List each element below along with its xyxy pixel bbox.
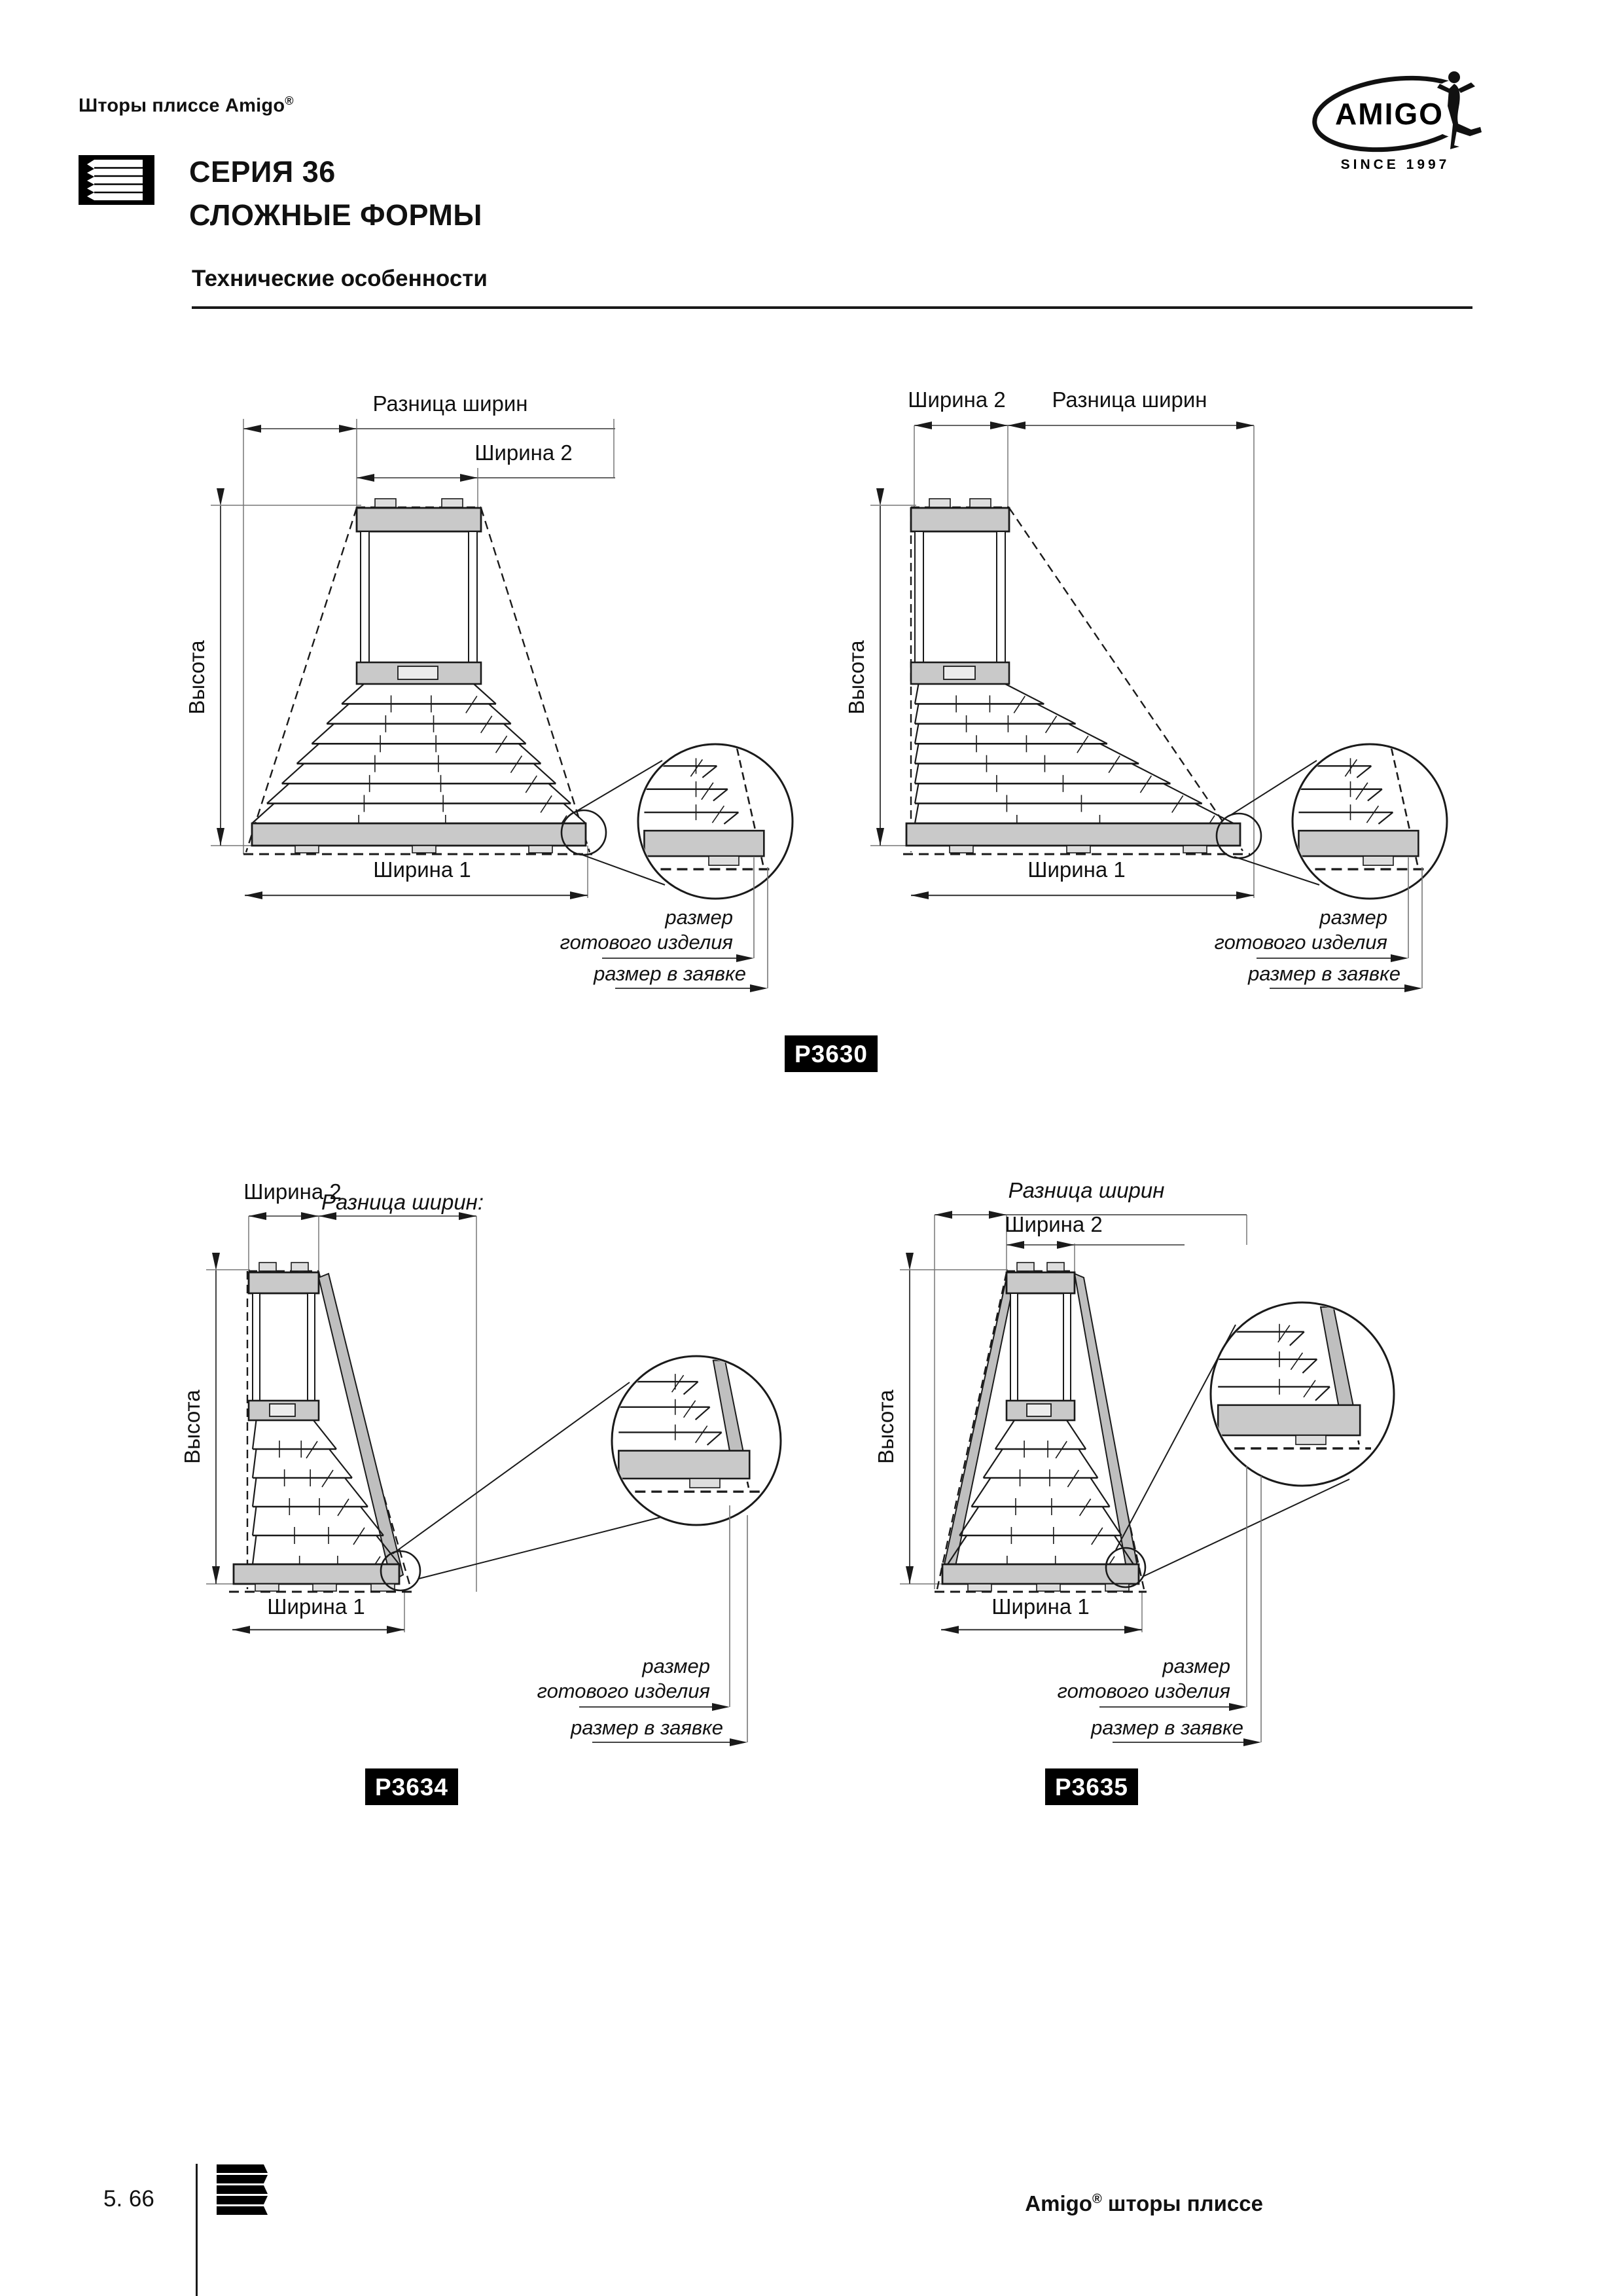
diagram-p3634 — [180, 1179, 781, 1746]
series-name: СЛОЖНЫЕ ФОРМЫ — [189, 198, 482, 232]
badge-p3634: P3634 — [365, 1768, 458, 1805]
badge-p3630: P3630 — [785, 1035, 878, 1072]
finished-size-label-2: готового изделия — [1057, 1679, 1230, 1702]
footer-pleat-icon — [215, 2163, 272, 2219]
badge-p3635: P3635 — [1045, 1768, 1138, 1805]
height-label: Высота — [185, 640, 209, 715]
width2-label: Ширина 2 — [1005, 1212, 1103, 1236]
width2-label: Ширина 2 — [908, 387, 1006, 412]
width1-label: Ширина 1 — [267, 1594, 365, 1619]
registered-mark: ® — [285, 94, 294, 107]
finished-size-label-2: готового изделия — [1214, 931, 1387, 954]
page-number: 5. 66 — [103, 2186, 154, 2212]
width1-label: Ширина 1 — [1027, 857, 1126, 882]
logo-brand-text: AMIGO — [1335, 97, 1444, 131]
order-size-label: размер в заявке — [1248, 962, 1400, 985]
order-size-label: размер в заявке — [1091, 1716, 1243, 1739]
width1-label: Ширина 1 — [373, 857, 471, 882]
footer-brand-line: Amigo® шторы плиссе — [1025, 2191, 1263, 2215]
order-size-label: размер в заявке — [594, 962, 746, 985]
width-diff-label: Разница ширин — [1008, 1178, 1165, 1202]
width-diff-label: Разница ширин — [372, 391, 528, 416]
product-line: Шторы плиссе Amigo® — [79, 94, 294, 117]
height-label: Высота — [844, 640, 868, 715]
height-label: Высота — [874, 1390, 898, 1464]
finished-size-label-1: размер — [642, 1655, 710, 1677]
diagram-p3635 — [874, 1178, 1394, 1746]
width2-label: Ширина 2 — [474, 440, 573, 465]
width-diff-label: Разница ширин — [1052, 387, 1207, 412]
finished-size-label-1: размер — [665, 906, 733, 929]
finished-size-label-1: размер — [1319, 906, 1387, 929]
height-label: Высота — [180, 1390, 204, 1464]
width2-label: Ширина 2 — [243, 1179, 342, 1204]
series-number: СЕРИЯ 36 — [189, 155, 336, 188]
section-title: Технические особенности — [192, 266, 488, 291]
order-size-label: размер в заявке — [571, 1716, 723, 1739]
logo-since-text: SINCE 1997 — [1340, 157, 1450, 172]
diagram-p3630-right — [844, 387, 1447, 992]
footer-divider — [196, 2164, 198, 2296]
finished-size-label-1: размер — [1162, 1655, 1230, 1677]
finished-size-label-2: готового изделия — [537, 1679, 710, 1702]
finished-size-label-2: готового изделия — [560, 931, 733, 954]
width-diff-label: Разница ширин: — [321, 1190, 484, 1214]
width1-label: Ширина 1 — [991, 1594, 1090, 1619]
diagram-p3630-left — [185, 391, 793, 992]
